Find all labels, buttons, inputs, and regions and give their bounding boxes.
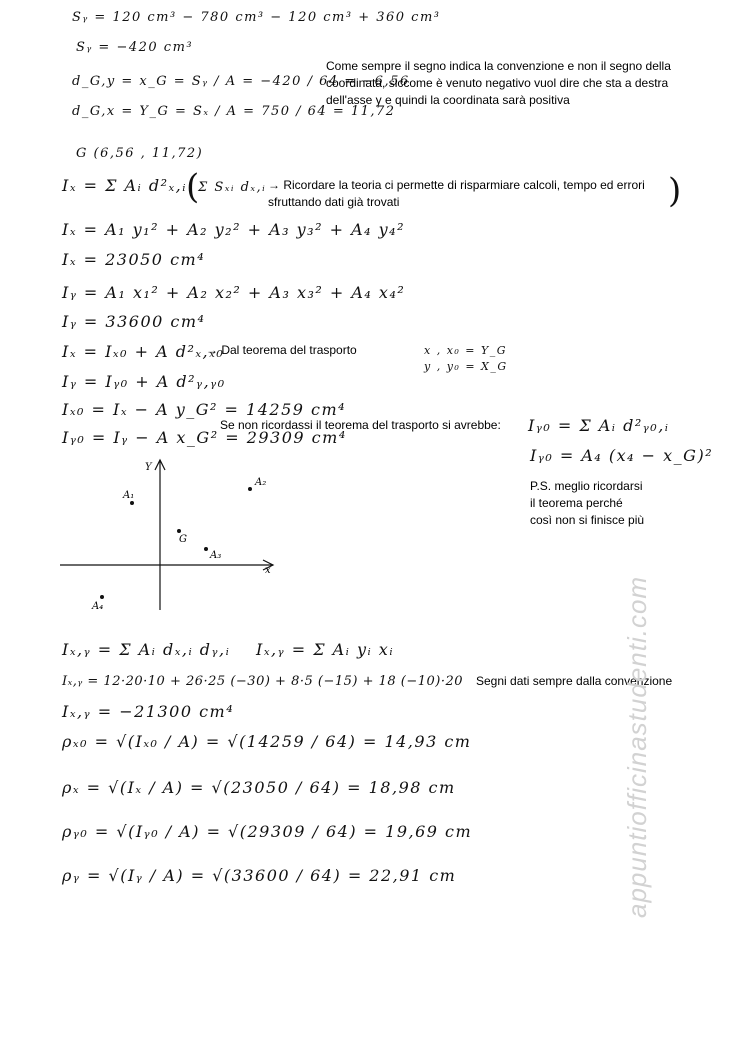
- iy-value: Iᵧ = 33600 cm⁴: [62, 312, 206, 331]
- open-parenthesis: (: [186, 167, 200, 207]
- iy0-a4: Iᵧ₀ = A₄ (x₄ − x_G)²: [530, 446, 714, 465]
- ps-line-2: il teorema perché: [530, 496, 623, 510]
- ixy-value: Iₓ,ᵧ = −21300 cm⁴: [62, 702, 235, 721]
- label-g: G: [179, 534, 187, 545]
- ix-value: Iₓ = 23050 cm⁴: [62, 250, 206, 269]
- close-parenthesis: ): [668, 171, 682, 211]
- iy-transport: Iᵧ = Iᵧ₀ + A d²ᵧ,ᵧ₀: [62, 372, 226, 391]
- ps-line-3: così non si finisce più: [530, 513, 645, 527]
- iy0-value: Iᵧ₀ = Iᵧ − A x_G² = 29309 cm⁴: [62, 428, 347, 447]
- reuse-note: → Ricordare la teoria ci permette di risparmiare calcoli, tempo ed errori sfruttando dati già trovati: [268, 178, 645, 209]
- ixy-expansion: Iₓ,ᵧ = 12·20·10 + 26·25 (−30) + 8·5 (−15) + 18 (−10)·20: [62, 674, 464, 689]
- no-theorem-note: Se non ricordassi il teorema del trasporto si avrebbe:: [220, 418, 501, 432]
- point-a3: [204, 547, 208, 551]
- ixy-definition: Iₓ,ᵧ = Σ Aᵢ dₓ,ᵢ dᵧ,ᵢ: [62, 640, 231, 659]
- rho-x: ρₓ = √(Iₓ / A) = √(23050 / 64) = 18,98 cm: [62, 778, 456, 797]
- ps-line-1: P.S. meglio ricordarsi: [530, 479, 643, 493]
- point-a4: [100, 595, 104, 599]
- label-a2: A₂: [255, 477, 267, 488]
- centroid-diagram: [55, 452, 285, 622]
- point-a2: [248, 487, 252, 491]
- ixy-definition-2: Iₓ,ᵧ = Σ Aᵢ yᵢ xᵢ: [256, 640, 395, 659]
- transport-note: → Dal teorema del trasporto: [206, 343, 357, 357]
- dgy-formula: d_G,y = x_G = Sᵧ / A = −420 / 64 = −6,56: [72, 74, 410, 89]
- label-a1: A₁: [123, 490, 135, 501]
- label-a4: A₄: [92, 601, 104, 612]
- sy-expansion: Sᵧ = 120 cm³ − 780 cm³ − 120 cm³ + 360 cm³: [72, 10, 441, 25]
- rho-y: ρᵧ = √(Iᵧ / A) = √(33600 / 64) = 22,91 cm: [62, 866, 457, 885]
- y-axis-label: Y: [145, 462, 152, 473]
- rho-x0: ρₓ₀ = √(Iₓ₀ / A) = √(14259 / 64) = 14,93 cm: [62, 732, 472, 751]
- signs-note: Segni dati sempre dalla convenzione: [476, 674, 673, 688]
- ix-definition: Iₓ = Σ Aᵢ d²ₓ,ᵢ: [62, 176, 187, 195]
- ix-alt-sum: Σ Sₓᵢ dₓ,ᵢ: [198, 180, 267, 195]
- rho-y0: ρᵧ₀ = √(Iᵧ₀ / A) = √(29309 / 64) = 19,69 cm: [62, 822, 473, 841]
- iy0-sum: Iᵧ₀ = Σ Aᵢ d²ᵧ₀,ᵢ: [528, 416, 670, 435]
- ix-transport: Iₓ = Iₓ₀ + A d²ₓ,ₓ₀: [62, 342, 225, 361]
- ix-expanded: Iₓ = A₁ y₁² + A₂ y₂² + A₃ y₃² + A₄ y₄²: [62, 220, 405, 239]
- watermark: appuntiofficinastudenti.com: [622, 575, 652, 918]
- axis-relation-2: y , y₀ = X_G: [424, 360, 508, 373]
- g-coordinates: G (6,56 , 11,72): [76, 146, 204, 161]
- ix0-value: Iₓ₀ = Iₓ − A y_G² = 14259 cm⁴: [62, 400, 347, 419]
- dgx-formula: d_G,x = Y_G = Sₓ / A = 750 / 64 = 11,72: [72, 104, 396, 119]
- convention-note: Come sempre il segno indica la convenzione e non il segno della coordinata, siccome è venuto negativo vuol dire che sta a destra dell'asse y e quindi la coordinata sarà positiva: [326, 59, 671, 107]
- point-a1: [130, 501, 134, 505]
- iy-expanded: Iᵧ = A₁ x₁² + A₂ x₂² + A₃ x₃² + A₄ x₄²: [62, 283, 406, 302]
- sy-result: Sᵧ = −420 cm³: [76, 40, 194, 55]
- x-axis-label: x: [265, 565, 271, 576]
- label-a3: A₃: [210, 550, 222, 561]
- axis-relation-1: x , x₀ = Y_G: [424, 344, 508, 357]
- point-g: [177, 529, 181, 533]
